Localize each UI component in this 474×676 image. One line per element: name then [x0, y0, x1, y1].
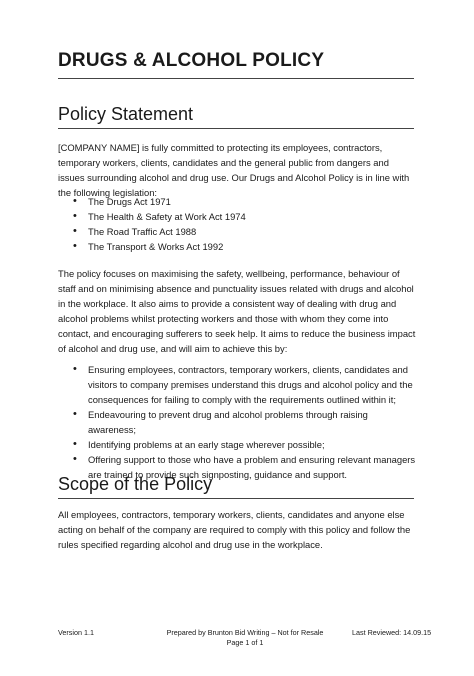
list-item: • The Road Traffic Act 1988	[58, 224, 418, 239]
policy-focus-paragraph: The policy focuses on maximising the safety, wellbeing, performance, behaviour of staff and on minimising absence and punctuality issues related with drugs and alcohol in the workplace. It also aims to provide a consistent way of dealing with drug and alcohol problems whilst protecting workers and those with whom they come into contact, and encouraging sufferers to seek help. It aims to reduce the business impact of alcohol and drug use, and will aim to achieve this by:	[58, 268, 416, 354]
footer-center	[150, 628, 340, 648]
footer-prepared-by: Prepared by Brunton Bid Writing – Not for Resale	[166, 628, 324, 637]
list-item: • Offering support to those who have a problem and ensuring relevant managers are trained to provide such signposting, guidance and support.	[58, 452, 418, 482]
aims-list	[58, 362, 418, 482]
title-divider	[58, 78, 414, 79]
list-item: • Identifying problems at an early stage wherever possible;	[58, 437, 418, 452]
scope-divider	[58, 498, 414, 499]
list-item: • The Health & Safety at Work Act 1974	[58, 209, 418, 224]
footer-last-reviewed: Last Reviewed: 14.09.15	[352, 628, 432, 637]
scope-paragraph: All employees, contractors, temporary workers, clients, candidates and anyone else acting on behalf of the company are required to comply with this policy and follow the rules specified regarding alcohol and drug use in the workplace.	[58, 509, 411, 550]
list-item: • Endeavouring to prevent drug and alcohol problems through raising awareness;	[58, 407, 418, 437]
list-item: • Ensuring employees, contractors, temporary workers, clients, candidates and visitors to company premises understand this drugs and alcohol policy and the consequences for failing to comply with the requirements outlined within it;	[58, 362, 418, 407]
page-title: DRUGS & ALCOHOL POLICY	[58, 50, 325, 71]
list-item: • The Drugs Act 1971	[58, 194, 418, 209]
footer-page-number: Page 1 of 1	[226, 638, 264, 647]
policy-intro-paragraph: [COMPANY NAME] is fully committed to protecting its employees, contractors, temporary workers, clients, candidates and the general public from dangers and issues surrounding alcohol and drug use. Our Drugs and Alcohol Policy is in line with the following legislation:	[58, 142, 410, 198]
list-item: • The Transport & Works Act 1992	[58, 239, 418, 254]
policy-statement-heading: Policy Statement	[58, 104, 194, 124]
footer-version: Version 1.1	[58, 628, 94, 637]
legislation-list	[58, 194, 418, 254]
scope-heading: Scope of the Policy	[58, 474, 213, 494]
policy-statement-divider	[58, 128, 414, 129]
